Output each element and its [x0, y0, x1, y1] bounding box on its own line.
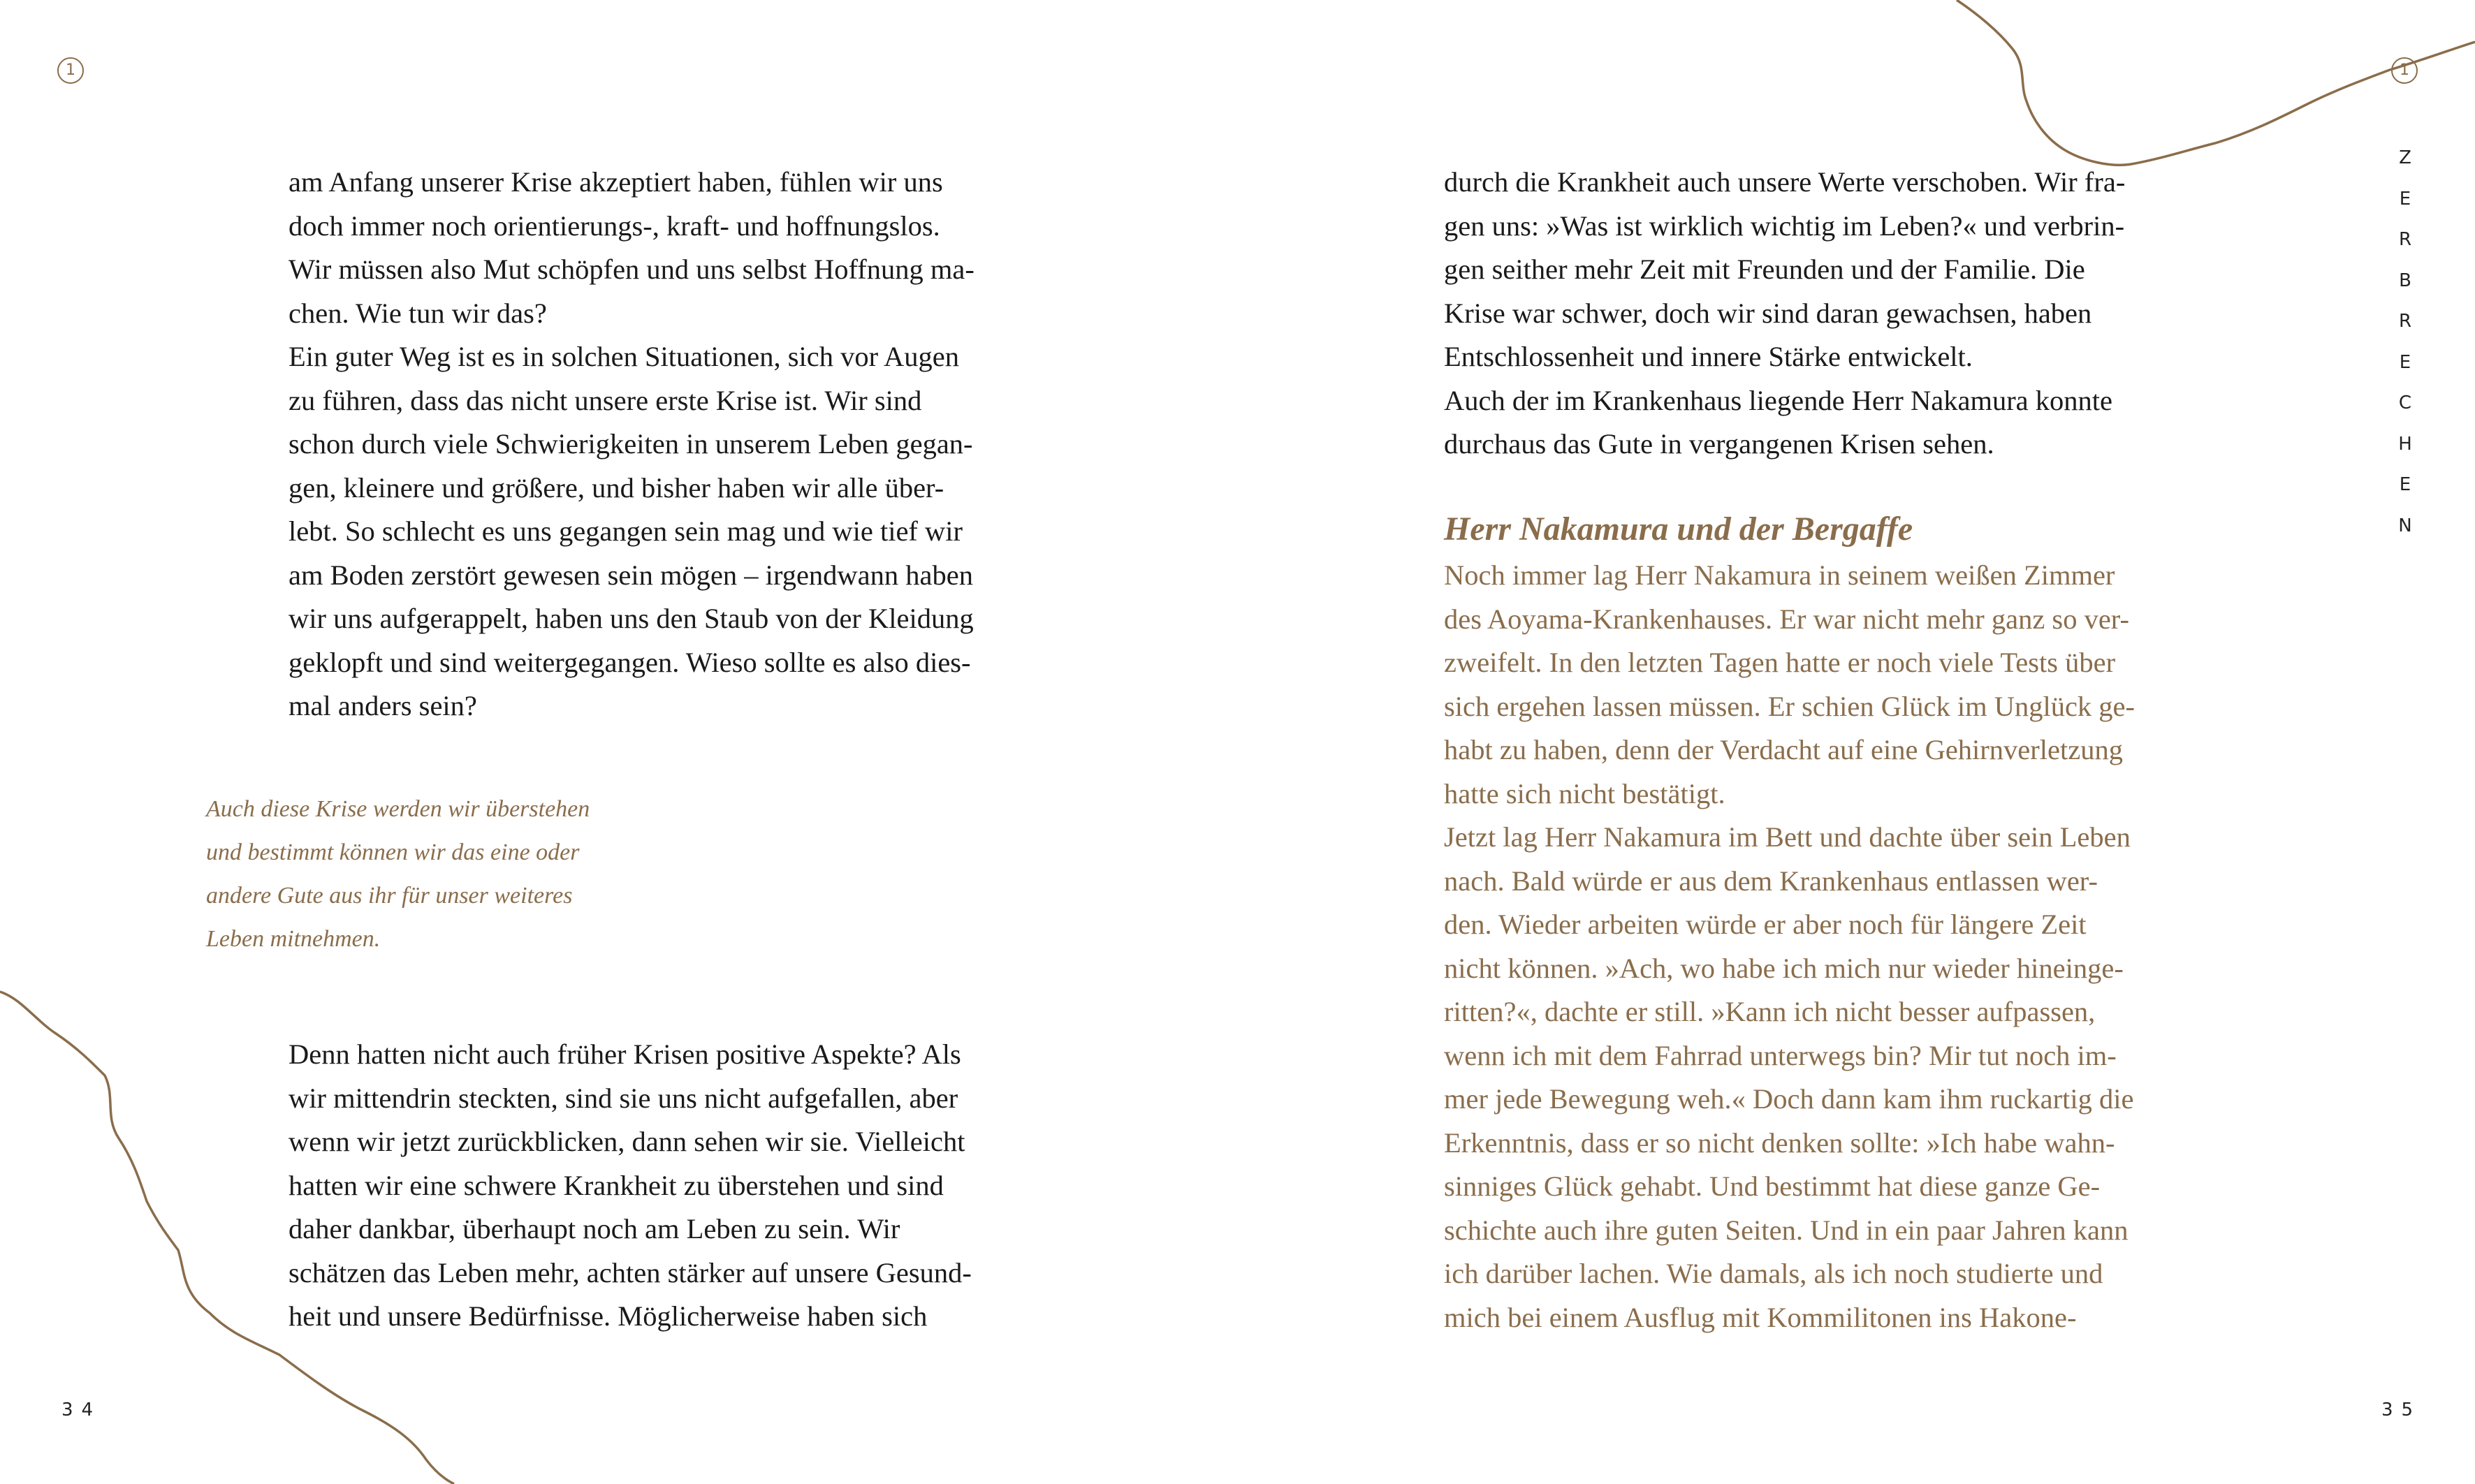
section-label-vertical — [2395, 138, 2416, 546]
text-line: den. Wieder arbeiten würde er aber noch für längere Zeit — [1444, 909, 2087, 940]
text-line: daher dankbar, überhaupt noch am Leben zu sein. Wir — [289, 1213, 900, 1244]
text-line: geklopft und sind weitergegangen. Wieso sollte es also dies- — [289, 646, 971, 678]
text-line: wir uns aufgerappelt, haben uns den Staub von der Kleidung — [289, 603, 974, 634]
page-number: 35 — [2381, 1399, 2422, 1420]
section-label-letter: B — [2399, 270, 2411, 291]
text-line: Krise war schwer, doch wir sind daran gewachsen, haben — [1444, 297, 2092, 329]
text-line: wir mittendrin steckten, sind sie uns nicht aufgefallen, aber — [289, 1082, 958, 1114]
text-line: schichte auch ihre guten Seiten. Und in ein paar Jahren kann — [1444, 1214, 2129, 1246]
text-line: zu führen, dass das nicht unsere erste Krise ist. Wir sind — [289, 384, 922, 416]
text-line: Erkenntnis, dass er so nicht denken sollte: »Ich habe wahn- — [1444, 1126, 2115, 1159]
section-label-letter: N — [2398, 515, 2412, 536]
text-line: chen. Wie tun wir das? — [289, 297, 547, 329]
quote-line: andere Gute aus ihr für unser weiteres — [206, 883, 573, 909]
quote-line: Auch diese Krise werden wir überstehen — [206, 796, 590, 822]
pull-quote — [206, 788, 695, 961]
left-paragraph-1 — [289, 161, 1057, 728]
quote-line: Leben mitnehmen. — [206, 926, 381, 952]
text-line: Jetzt lag Herr Nakamura im Bett und dachte über sein Leben — [1444, 821, 2131, 853]
right-paragraph-1 — [1444, 161, 2219, 466]
story-heading: Herr Nakamura und der Bergaffe — [1444, 510, 1913, 548]
page-number: 34 — [61, 1399, 102, 1420]
quote-line: und bestimmt können wir das eine oder — [206, 839, 580, 865]
text-line: gen uns: »Was ist wirklich wichtig im Leben?« und verbrin- — [1444, 210, 2125, 242]
chapter-marker: 1 — [2391, 57, 2418, 84]
text-line: des Aoyama-Krankenhauses. Er war nicht mehr ganz so ver- — [1444, 603, 2129, 635]
section-label-letter: E — [2399, 351, 2411, 373]
text-line: Auch der im Krankenhaus liegende Herr Nakamura konnte — [1444, 384, 2113, 416]
text-line: heit und unsere Bedürfnisse. Möglicherweise haben sich — [289, 1300, 928, 1332]
section-label-letter: E — [2399, 188, 2411, 210]
text-line: wenn ich mit dem Fahrrad unterwegs bin? Mir tut noch im- — [1444, 1039, 2117, 1071]
left-page — [0, 0, 1237, 1484]
text-line: mal anders sein? — [289, 690, 477, 721]
text-line: durchaus das Gute in vergangenen Krisen sehen. — [1444, 428, 1994, 460]
text-line: sich ergehen lassen müssen. Er schien Glück im Unglück ge- — [1444, 690, 2135, 722]
section-label-letter: H — [2398, 433, 2412, 455]
text-line: doch immer noch orientierungs-, kraft- und hoffnungslos. — [289, 210, 940, 242]
text-line: lebt. So schlecht es uns gegangen sein mag und wie tief wir — [289, 515, 963, 547]
text-line: schätzen das Leben mehr, achten stärker auf unsere Gesund- — [289, 1256, 972, 1288]
text-line: ich darüber lachen. Wie damals, als ich noch studierte und — [1444, 1258, 2103, 1289]
right-page — [1237, 0, 2475, 1484]
section-label-letter: E — [2399, 474, 2411, 495]
section-label-letter: R — [2398, 311, 2412, 332]
text-line: Denn hatten nicht auch früher Krisen positive Aspekte? Als — [289, 1038, 961, 1070]
decorative-crack-line — [1412, 0, 2475, 182]
decorative-crack-line — [0, 978, 461, 1484]
story-text — [1444, 554, 2219, 1339]
text-line: habt zu haben, denn der Verdacht auf eine Gehirnverletzung — [1444, 734, 2123, 765]
text-line: gen, kleinere und größere, und bisher haben wir alle über- — [289, 471, 944, 504]
text-line: gen seither mehr Zeit mit Freunden und der Familie. Die — [1444, 254, 2085, 285]
text-line: mer jede Bewegung weh.« Doch dann kam ihm ruckartig die — [1444, 1083, 2134, 1115]
text-line: sinniges Glück gehabt. Und bestimmt hat diese ganze Ge- — [1444, 1170, 2101, 1202]
text-line: Ein guter Weg ist es in solchen Situationen, sich vor Augen — [289, 341, 959, 372]
section-label-letter: Z — [2399, 147, 2411, 168]
text-line: Entschlossenheit und innere Stärke entwickelt. — [1444, 341, 1973, 372]
text-line: am Boden zerstört gewesen sein mögen – irgendwann haben — [289, 559, 973, 591]
text-line: zweifelt. In den letzten Tagen hatte er noch viele Tests über — [1444, 647, 2116, 678]
chapter-marker: 1 — [57, 57, 84, 84]
text-line: nicht können. »Ach, wo habe ich mich nur wieder hineinge- — [1444, 952, 2124, 984]
text-line: hatte sich nicht bestätigt. — [1444, 777, 1725, 809]
text-line: ritten?«, dachte er still. »Kann ich nicht besser aufpassen, — [1444, 996, 2096, 1027]
section-label-letter: C — [2398, 392, 2412, 413]
text-line: Noch immer lag Herr Nakamura in seinem weißen Zimmer — [1444, 559, 2115, 591]
text-line: wenn wir jetzt zurückblicken, dann sehen wir sie. Vielleicht — [289, 1126, 965, 1157]
text-line: Wir müssen also Mut schöpfen und uns selbst Hoffnung ma- — [289, 254, 974, 285]
text-line: durch die Krankheit auch unsere Werte verschoben. Wir fra- — [1444, 166, 2126, 198]
text-line: mich bei einem Ausflug mit Kommilitonen ins Hakone- — [1444, 1301, 2077, 1333]
text-line: hatten wir eine schwere Krankheit zu überstehen und sind — [289, 1169, 944, 1201]
text-line: am Anfang unserer Krise akzeptiert haben, fühlen wir uns — [289, 166, 943, 198]
section-label-letter: R — [2398, 229, 2412, 250]
text-line: schon durch viele Schwierigkeiten in unserem Leben gegan- — [289, 428, 973, 460]
text-line: nach. Bald würde er aus dem Krankenhaus entlassen wer- — [1444, 865, 2098, 897]
